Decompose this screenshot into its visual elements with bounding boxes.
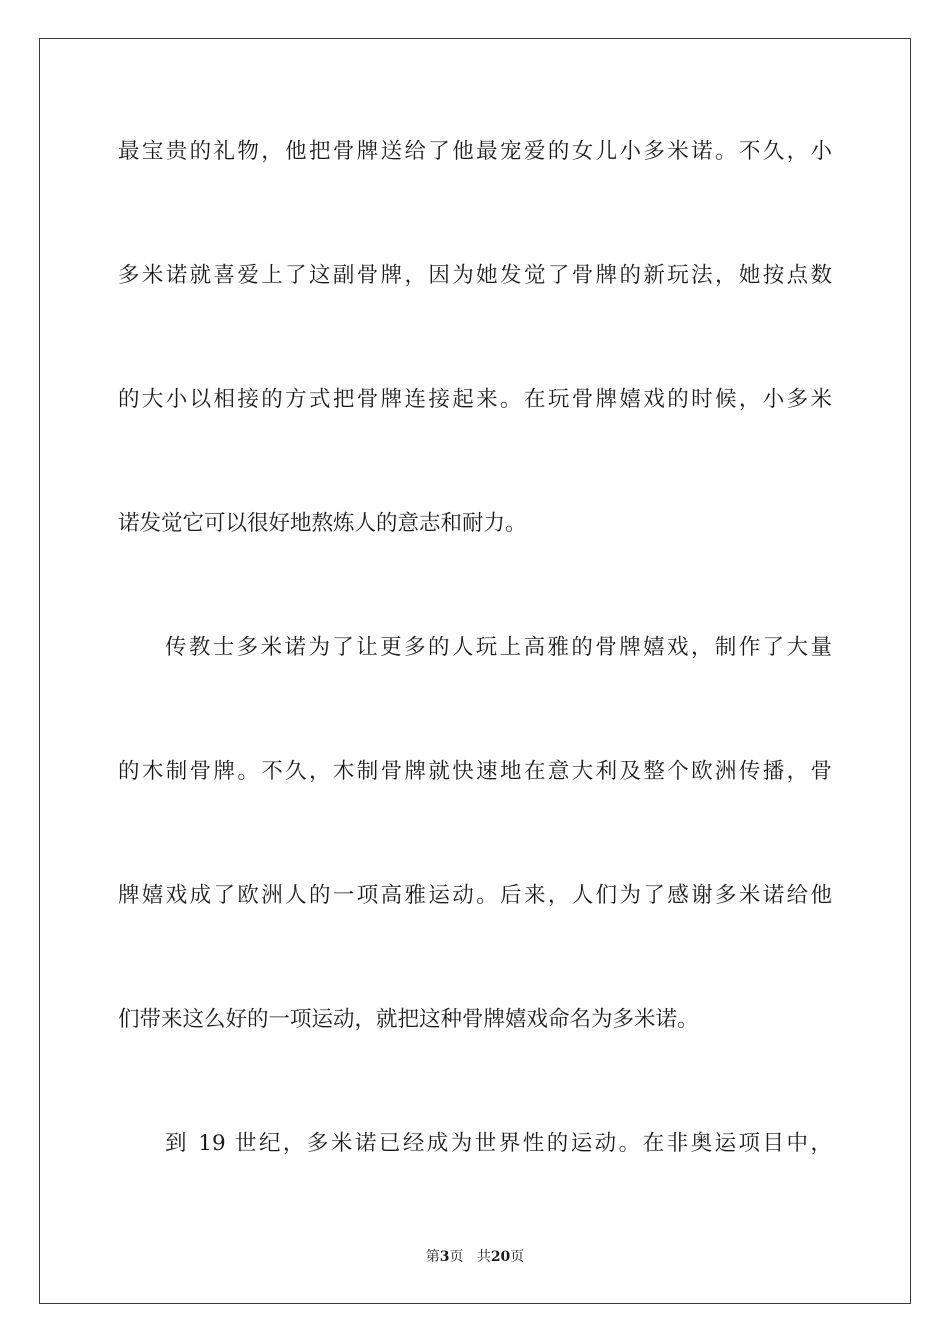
page-border [39, 38, 911, 1304]
text-line-7: 牌嬉戏成了欧洲人的一项高雅运动。后来，人们为了感谢多米诺给他 [118, 883, 832, 908]
text-line-3: 的大小以相接的方式把骨牌连接起来。在玩骨牌嬉戏的时候，小多米 [118, 387, 832, 412]
text-line-9: 到 19 世纪，多米诺已经成为世界性的运动。在非奥运项目中， [165, 1131, 832, 1156]
page-footer [0, 1248, 950, 1266]
text-line-6: 的木制骨牌。不久，木制骨牌就快速地在意大利及整个欧洲传播，骨 [118, 759, 832, 784]
footer-total-suffix: 页 [510, 1249, 525, 1265]
text-line-5: 传教士多米诺为了让更多的人玩上高雅的骨牌嬉戏，制作了大量 [165, 635, 832, 660]
footer-page-prefix: 第 [425, 1249, 440, 1265]
text-line-1: 最宝贵的礼物，他把骨牌送给了他最宠爱的女儿小多米诺。不久，小 [118, 139, 832, 164]
footer-page-total: 20 [490, 1249, 511, 1265]
footer-page-current: 3 [439, 1249, 450, 1265]
text-line-8: 们带来这么好的一项运动，就把这种骨牌嬉戏命名为多米诺。 [118, 1007, 699, 1032]
footer-total-prefix: 共 [476, 1249, 491, 1265]
footer-page-suffix: 页 [449, 1249, 464, 1265]
text-line-4: 诺发觉它可以很好地熬炼人的意志和耐力。 [118, 511, 527, 536]
text-line-2: 多米诺就喜爱上了这副骨牌，因为她发觉了骨牌的新玩法，她按点数 [118, 263, 832, 288]
